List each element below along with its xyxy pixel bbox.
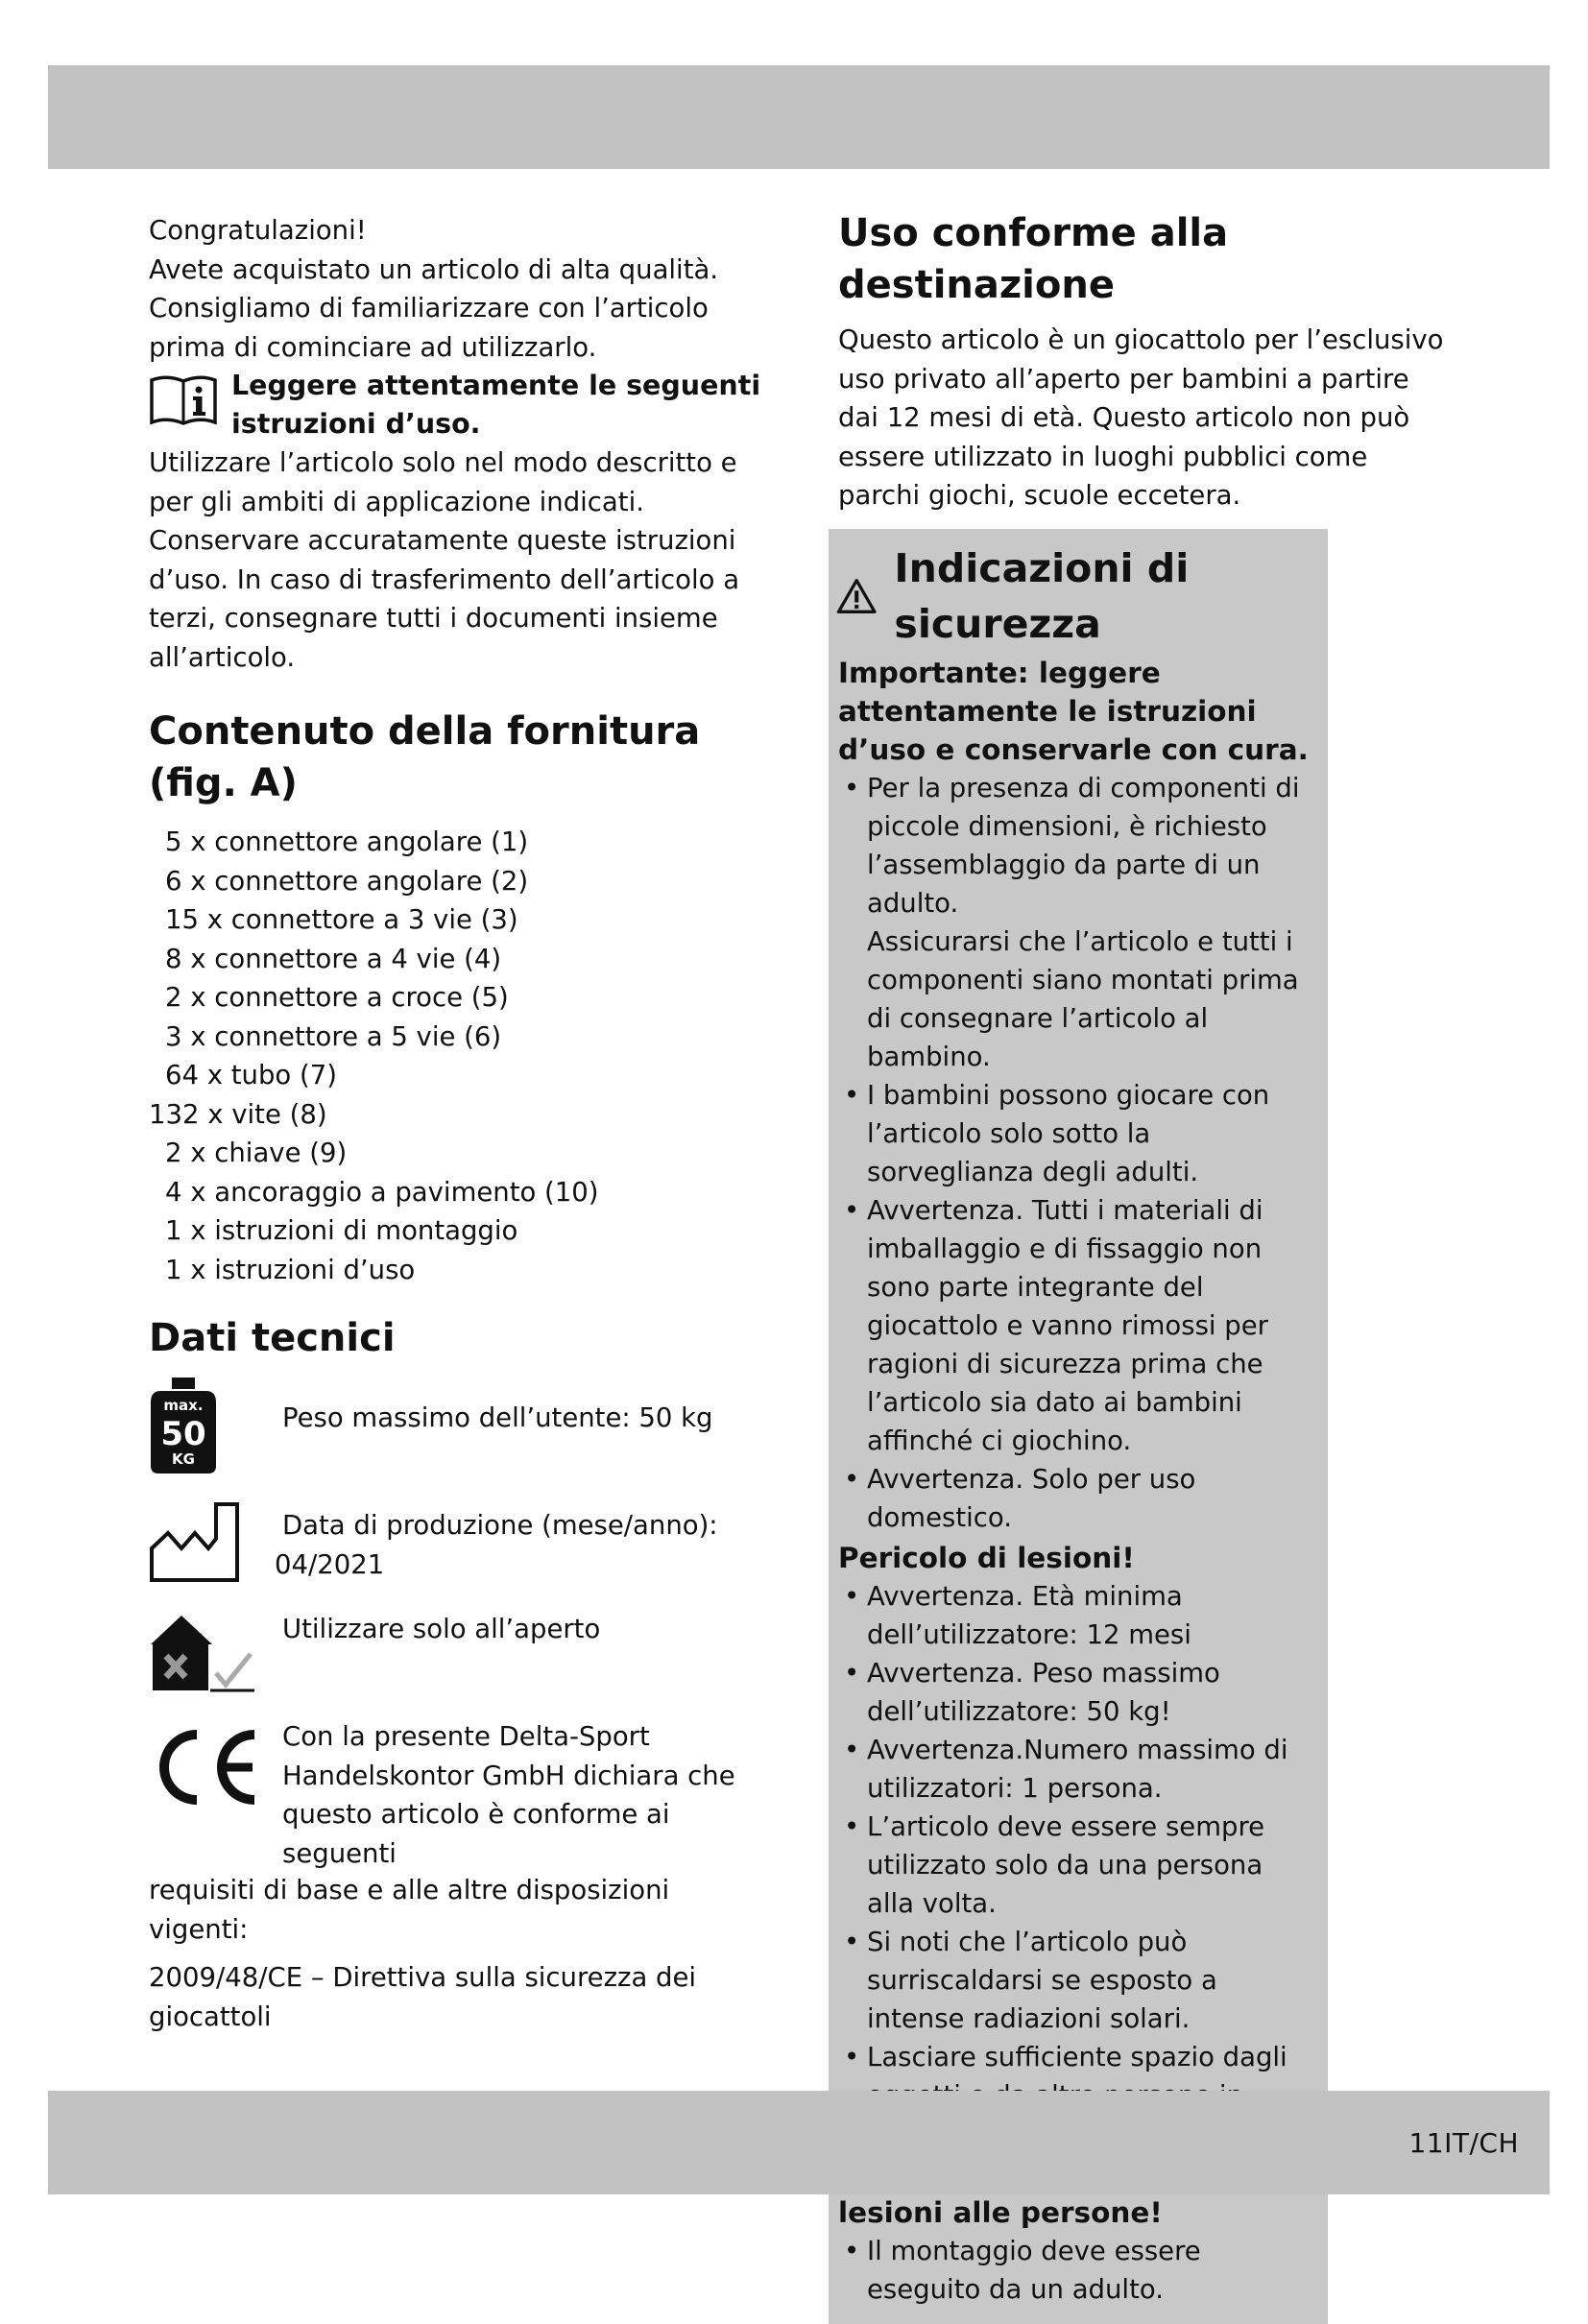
list-item: 132 x vite (8)	[149, 1098, 327, 1130]
list-item: • Avvertenza. Solo per uso domestico.	[838, 1460, 1314, 1537]
list-item	[838, 769, 1314, 1076]
list-item: 64 x tubo (7)	[165, 1060, 337, 1090]
ce-mark-icon	[149, 1727, 262, 1808]
intended-use-text: Questo articolo è un giocattolo per l’esclusivo uso privato all’aperto per bambini a partire dai 12 mesi di età. Questo articolo non può essere utilizzato in luoghi pubblici come parchi giochi, scuole eccetera.	[838, 324, 1444, 511]
header-band	[48, 65, 1550, 169]
contents-list	[149, 823, 763, 1289]
left-column	[149, 211, 763, 2036]
assembly-note: Assicurarsi che l’articolo e tutti i componenti siano montati prima di consegnare l’articolo al bambino.	[867, 925, 1299, 1072]
intended-use-heading: Uso conforme alla destinazione	[838, 211, 1229, 307]
list-item: 4 x ancoraggio a pavimento (10)	[165, 1176, 599, 1208]
warning-icon	[836, 574, 877, 618]
list-item: 15 x connettore a 3 vie (3)	[165, 904, 518, 935]
read-instructions-text: Leggere attentamente le seguenti istruzioni d’uso.	[231, 370, 761, 440]
safety-list-1	[838, 769, 1314, 1537]
important-note: Importante: leggere attentamente le istruzioni d’uso e conservarle con cura.	[838, 656, 1309, 766]
factory-icon	[149, 1500, 241, 1583]
damage-heading: lesioni alle persone!	[838, 2195, 1163, 2229]
directive-text: 2009/48/CE – Direttiva sulla sicurezza dei giocattoli	[149, 1962, 697, 2032]
list-item: • Avvertenza. Età minima dell’utilizzatore: 12 mesi	[838, 1577, 1314, 1654]
usage-text: Utilizzare l’articolo solo nel modo descritto e per gli ambiti di applicazione indicati. Conservare accuratamente queste istruzioni d’uso. In caso di trasferimento dell’articolo a terzi, consegnare tutti i documenti insieme all’articolo.	[149, 447, 740, 673]
list-item: 5 x connettore angolare (1)	[165, 827, 529, 857]
max-weight-text: Peso massimo dell’utente: 50 kg	[282, 1402, 713, 1433]
footer-band	[48, 2091, 1550, 2194]
list-item: • I bambini possono giocare con l’articolo solo sotto la sorveglianza degli adulti.	[838, 1076, 1314, 1191]
list-item: • Avvertenza. Peso massimo dell’utilizzatore: 50 kg!	[838, 1654, 1314, 1731]
outdoor-only-icon	[149, 1610, 256, 1692]
tech-heading: Dati tecnici	[149, 1316, 396, 1360]
greeting: Congratulazioni!	[149, 215, 367, 246]
weight-icon-top: max.	[163, 1397, 204, 1414]
injury-heading: Pericolo di lesioni!	[838, 1541, 1135, 1574]
list-item: 2 x chiave (9)	[165, 1138, 348, 1168]
outdoor-row	[149, 1610, 763, 1706]
safety-box	[829, 529, 1328, 2324]
max-weight-row	[149, 1372, 763, 1479]
weight-icon	[149, 1372, 218, 1475]
ce-row	[149, 1717, 763, 1873]
list-item: • Il montaggio deve essere eseguito da un adulto.	[838, 2232, 1314, 2309]
list-item: • Si noti che l’articolo può surriscaldarsi se esposto a intense radiazioni solari.	[838, 1923, 1314, 2038]
contents-heading: Contenuto della fornitura (fig. A)	[149, 709, 701, 805]
book-info-icon	[149, 372, 218, 428]
outdoor-text: Utilizzare solo all’aperto	[282, 1614, 601, 1644]
safety-list-2	[838, 1577, 1314, 2153]
list-item: • Avvertenza. Tutti i materiali di imballaggio e di fissaggio non sono parte integrante del giocattolo e vanno rimossi per ragioni di sicurezza prima che l’articolo sia dato ai bambini affinché ci giochino.	[838, 1191, 1314, 1460]
weight-icon-unit: KG	[172, 1450, 195, 1468]
list-item-text: Per la presenza di componenti di piccole dimensioni, è richiesto l’assemblaggio da parte di un adulto.	[867, 772, 1300, 919]
ce-text-2: requisiti di base e alle altre disposizioni vigenti:	[149, 1875, 670, 1945]
production-row	[149, 1500, 763, 1593]
weight-icon-value: 50	[160, 1415, 206, 1453]
ce-text-1: Con la presente Delta-Sport Handelskontor GmbH dichiara che questo articolo è conforme ai seguenti	[282, 1721, 735, 1869]
list-item: • Avvertenza.Numero massimo di utilizzatori: 1 persona.	[838, 1731, 1314, 1808]
safety-title-text: Indicazioni di sicurezza	[894, 544, 1190, 647]
safety-list-3	[838, 2232, 1314, 2309]
list-item: 1 x istruzioni d’uso	[165, 1254, 416, 1285]
intro-text: Avete acquistato un articolo di alta qualità. Consigliamo di familiarizzare con l’articolo prima di cominciare ad utilizzarlo.	[149, 253, 719, 363]
production-date: 04/2021	[275, 1548, 385, 1580]
list-item: • L’articolo deve essere sempre utilizzato solo da una persona alla volta.	[838, 1808, 1314, 1923]
list-item: 2 x connettore a croce (5)	[165, 982, 509, 1013]
list-item: 8 x connettore a 4 vie (4)	[165, 943, 502, 974]
list-item: 1 x istruzioni di montaggio	[165, 1215, 518, 1246]
read-instructions-note	[149, 367, 763, 443]
right-column	[838, 207, 1453, 2324]
page-number: 11IT/CH	[1408, 2127, 1519, 2159]
list-item: • Lasciare sufficiente spazio dagli	[838, 2038, 1314, 2153]
list-item: 3 x connettore a 5 vie (6)	[165, 1020, 502, 1052]
production-label: Data di produzione (mese/anno):	[282, 1510, 718, 1541]
safety-title	[836, 540, 1314, 652]
list-item: 6 x connettore angolare (2)	[165, 865, 529, 897]
